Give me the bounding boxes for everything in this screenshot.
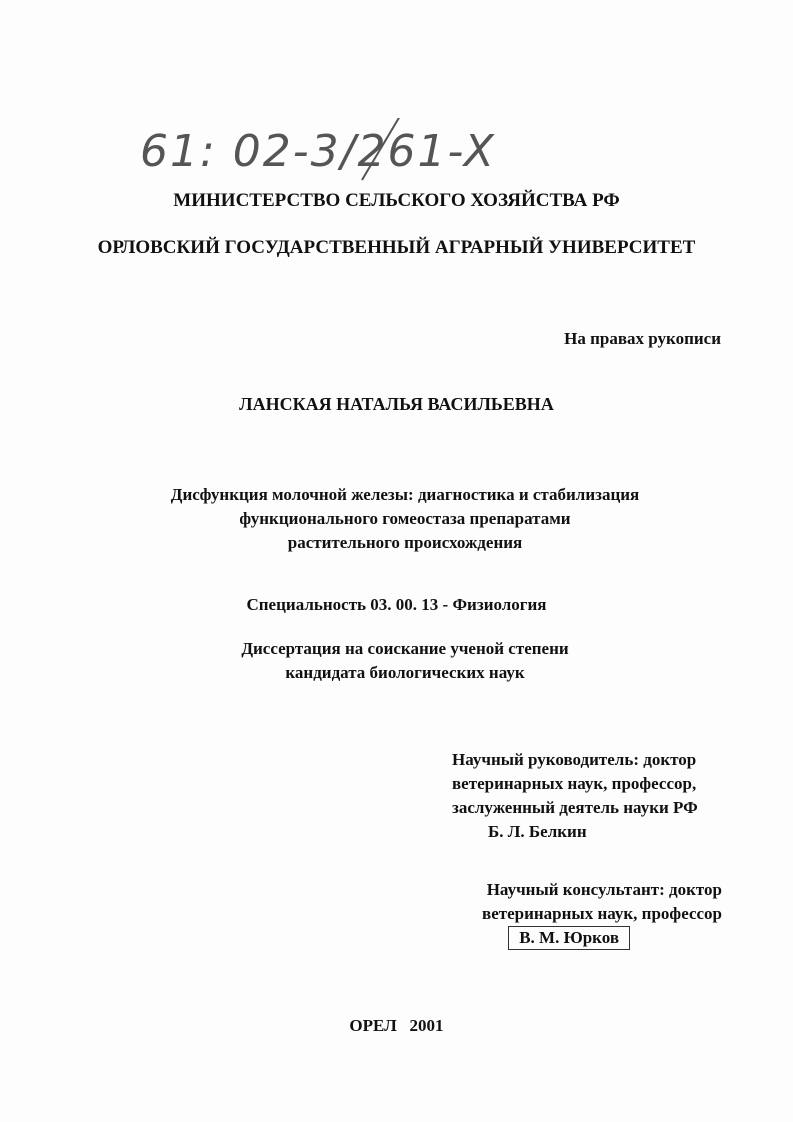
author-name: ЛАНСКАЯ НАТАЛЬЯ ВАСИЛЬЕВНА (239, 394, 554, 414)
title-line: функционального гомеостаза препаратами (239, 509, 571, 528)
city-year-footer: ОРЕЛ 2001 (349, 1016, 444, 1035)
title-line: Дисфункция молочной железы: диагностика и стабилизация (170, 485, 640, 504)
consultant-block (450, 878, 722, 950)
consultant-line: Научный консультант: доктор (486, 880, 722, 899)
degree-line: Диссертация на соискание ученой степени (241, 639, 569, 658)
manuscript-rights-note: На правах рукописи (564, 329, 721, 348)
consultant-line: ветеринарных наук, профессор (482, 904, 722, 923)
supervisor-line: ветеринарных наук, профессор, (452, 774, 697, 793)
title-line: растительного происхождения (287, 533, 523, 552)
supervisor-line: Научный руководитель: доктор (452, 750, 697, 769)
supervisor-block (452, 748, 752, 844)
degree-statement (120, 637, 690, 685)
handwritten-catalog-code (140, 118, 520, 188)
ministry-heading: МИНИСТЕРСТВО СЕЛЬСКОГО ХОЗЯЙСТВА РФ (173, 190, 620, 211)
handwritten-code-svg (140, 118, 520, 188)
handwritten-code-text: 61: 02-3/261-X (140, 126, 496, 177)
supervisor-line: заслуженный деятель науки РФ (452, 798, 698, 817)
consultant-name: В. М. Юрков (508, 926, 630, 950)
university-heading: ОРЛОВСКИЙ ГОСУДАРСТВЕННЫЙ АГРАРНЫЙ УНИВЕРСИТЕТ (97, 237, 696, 258)
supervisor-name: Б. Л. Белкин (488, 822, 587, 841)
dissertation-title (120, 483, 690, 555)
degree-line: кандидата биологических наук (285, 663, 525, 682)
specialty-line: Специальность 03. 00. 13 - Физиология (246, 595, 547, 614)
